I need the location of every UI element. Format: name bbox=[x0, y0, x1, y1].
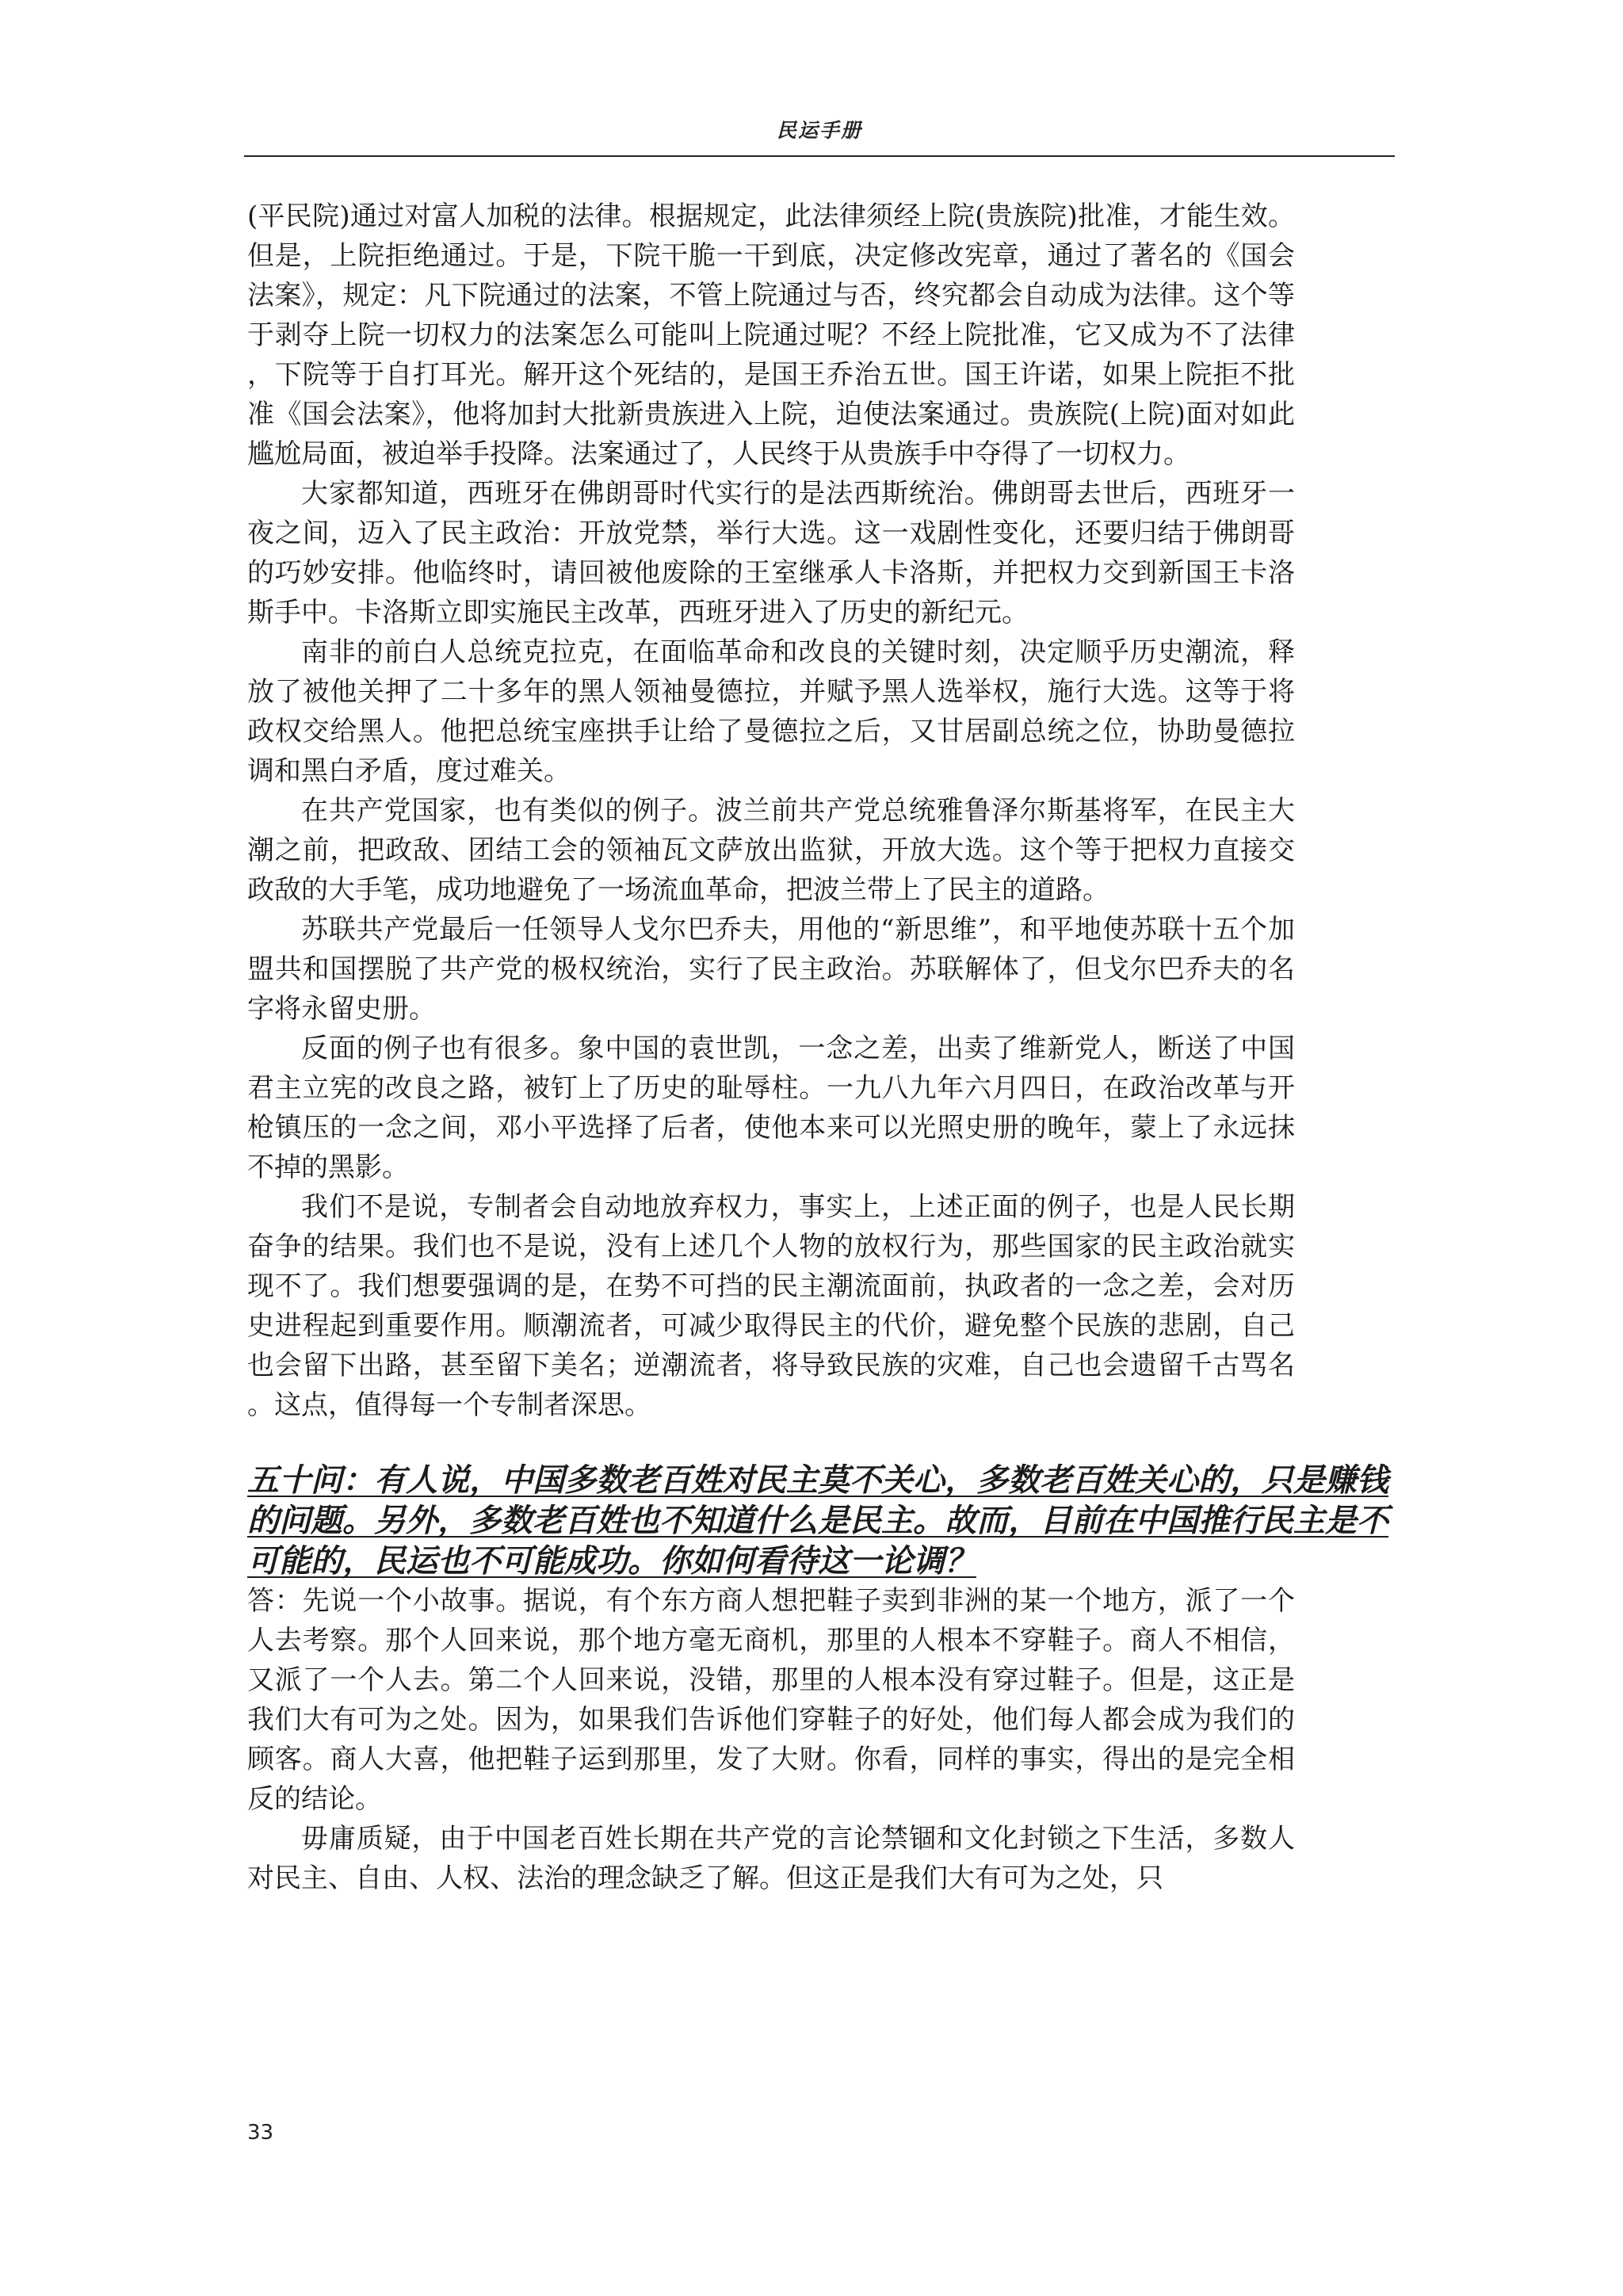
paragraph: 我们不是说，专制者会自动地放弃权力，事实上，上述正面的例子，也是人民长期奋争的结果。我们也不是说，没有上述几个人物的放权行为，那些国家的民主政治就实现不了。我们想要强调的是，在势不可挡的民主潮流面前，执政者的一念之差，会对历史进程起到重要作用。顺潮流者，可减少取得民主的代价，避免整个民族的悲剧，自己也会留下出路，甚至留下美名；逆潮流者，将导致民族的灾难，自己也会遗留千古骂名。这点，值得每一个专制者深思。 bbox=[247, 1191, 1295, 1421]
answer-paragraph: 答：先说一个小故事。据说，有个东方商人想把鞋子卖到非洲的某一个地方，派了一个人去考察。那个人回来说，那个地方毫无商机，那里的人根本不穿鞋子。商人不相信，又派了一个人去。第二个人回来说，没错，那里的人根本没有穿过鞋子。但是，这正是我们大有可为之处。因为，如果我们告诉他们穿鞋子的好处，他们每人都会成为我们的顾客。商人大喜，他把鞋子运到那里，发了大财。你看，同样的事实，得出的是完全相反的结论。 bbox=[247, 1585, 1295, 1815]
paragraph: 反面的例子也有很多。象中国的袁世凯，一念之差，出卖了维新党人，断送了中国君主立宪的改良之路，被钉上了历史的耻辱柱。一九八九年六月四日，在政治改革与开枪镇压的一念之间，邓小平选择了后者，使他本来可以光照史册的晚年，蒙上了永远抹不掉的黑影。 bbox=[247, 1033, 1295, 1183]
question-heading: 五十问：有人说，中国多数老百姓对民主莫不关心，多数老百姓关心的，只是赚钱的问题。另外，多数老百姓也不知道什么是民主。故而，目前在中国推行民主是不可能的，民运也不可能成功。你如何看待这一论调？ bbox=[247, 1461, 1388, 1580]
page-body bbox=[247, 197, 1388, 1898]
answer-paragraph: 毋庸质疑，由于中国老百姓长期在共产党的言论禁锢和文化封锁之下生活，多数人对民主、自由、人权、法治的理念缺乏了解。但这正是我们大有可为之处，只 bbox=[247, 1823, 1295, 1894]
paragraph: 大家都知道，西班牙在佛朗哥时代实行的是法西斯统治。佛朗哥去世后，西班牙一夜之间，迈入了民主政治：开放党禁，举行大选。这一戏剧性变化，还要归结于佛朗哥的巧妙安排。他临终时，请回被他废除的王室继承人卡洛斯，并把权力交到新国王卡洛斯手中。卡洛斯立即实施民主改革，西班牙进入了历史的新纪元。 bbox=[247, 478, 1295, 628]
paragraph: 在共产党国家，也有类似的例子。波兰前共产党总统雅鲁泽尔斯基将军，在民主大潮之前，把政敌、团结工会的领袖瓦文萨放出监狱，开放大选。这个等于把权力直接交政敌的大手笔，成功地避免了一场流血革命，把波兰带上了民主的道路。 bbox=[247, 795, 1295, 906]
paragraph: 苏联共产党最后一任领导人戈尔巴乔夫，用他的“新思维”，和平地使苏联十五个加盟共和国摆脱了共产党的极权统治，实行了民主政治。苏联解体了，但戈尔巴乔夫的名字将永留史册。 bbox=[247, 914, 1295, 1025]
running-header: 民运手册 bbox=[776, 119, 862, 142]
header-divider bbox=[244, 155, 1395, 157]
paragraph: 南非的前白人总统克拉克，在面临革命和改良的关键时刻，决定顺乎历史潮流，释放了被他关押了二十多年的黑人领袖曼德拉，并赋予黑人选举权，施行大选。这等于将政权交给黑人。他把总统宝座拱手让给了曼德拉之后，又甘居副总统之位，协助曼德拉调和黑白矛盾，度过难关。 bbox=[247, 636, 1295, 787]
paragraph: (平民院)通过对富人加税的法律。根据规定，此法律须经上院(贵族院)批准，才能生效。但是，上院拒绝通过。于是，下院干脆一干到底，决定修改宪章，通过了著名的《国会法案》，规定：凡下院通过的法案，不管上院通过与否，终究都会自动成为法律。这个等于剥夺上院一切权力的法案怎么可能叫上院通过呢？不经上院批准，它又成为不了法律，下院等于自打耳光。解开这个死结的，是国王乔治五世。国王许诺，如果上院拒不批准《国会法案》，他将加封大批新贵族进入上院，迫使法案通过。贵族院(上院)面对如此尴尬局面，被迫举手投降。法案通过了，人民终于从贵族手中夺得了一切权力。 bbox=[247, 201, 1295, 470]
page-number: 33 bbox=[247, 2121, 274, 2145]
